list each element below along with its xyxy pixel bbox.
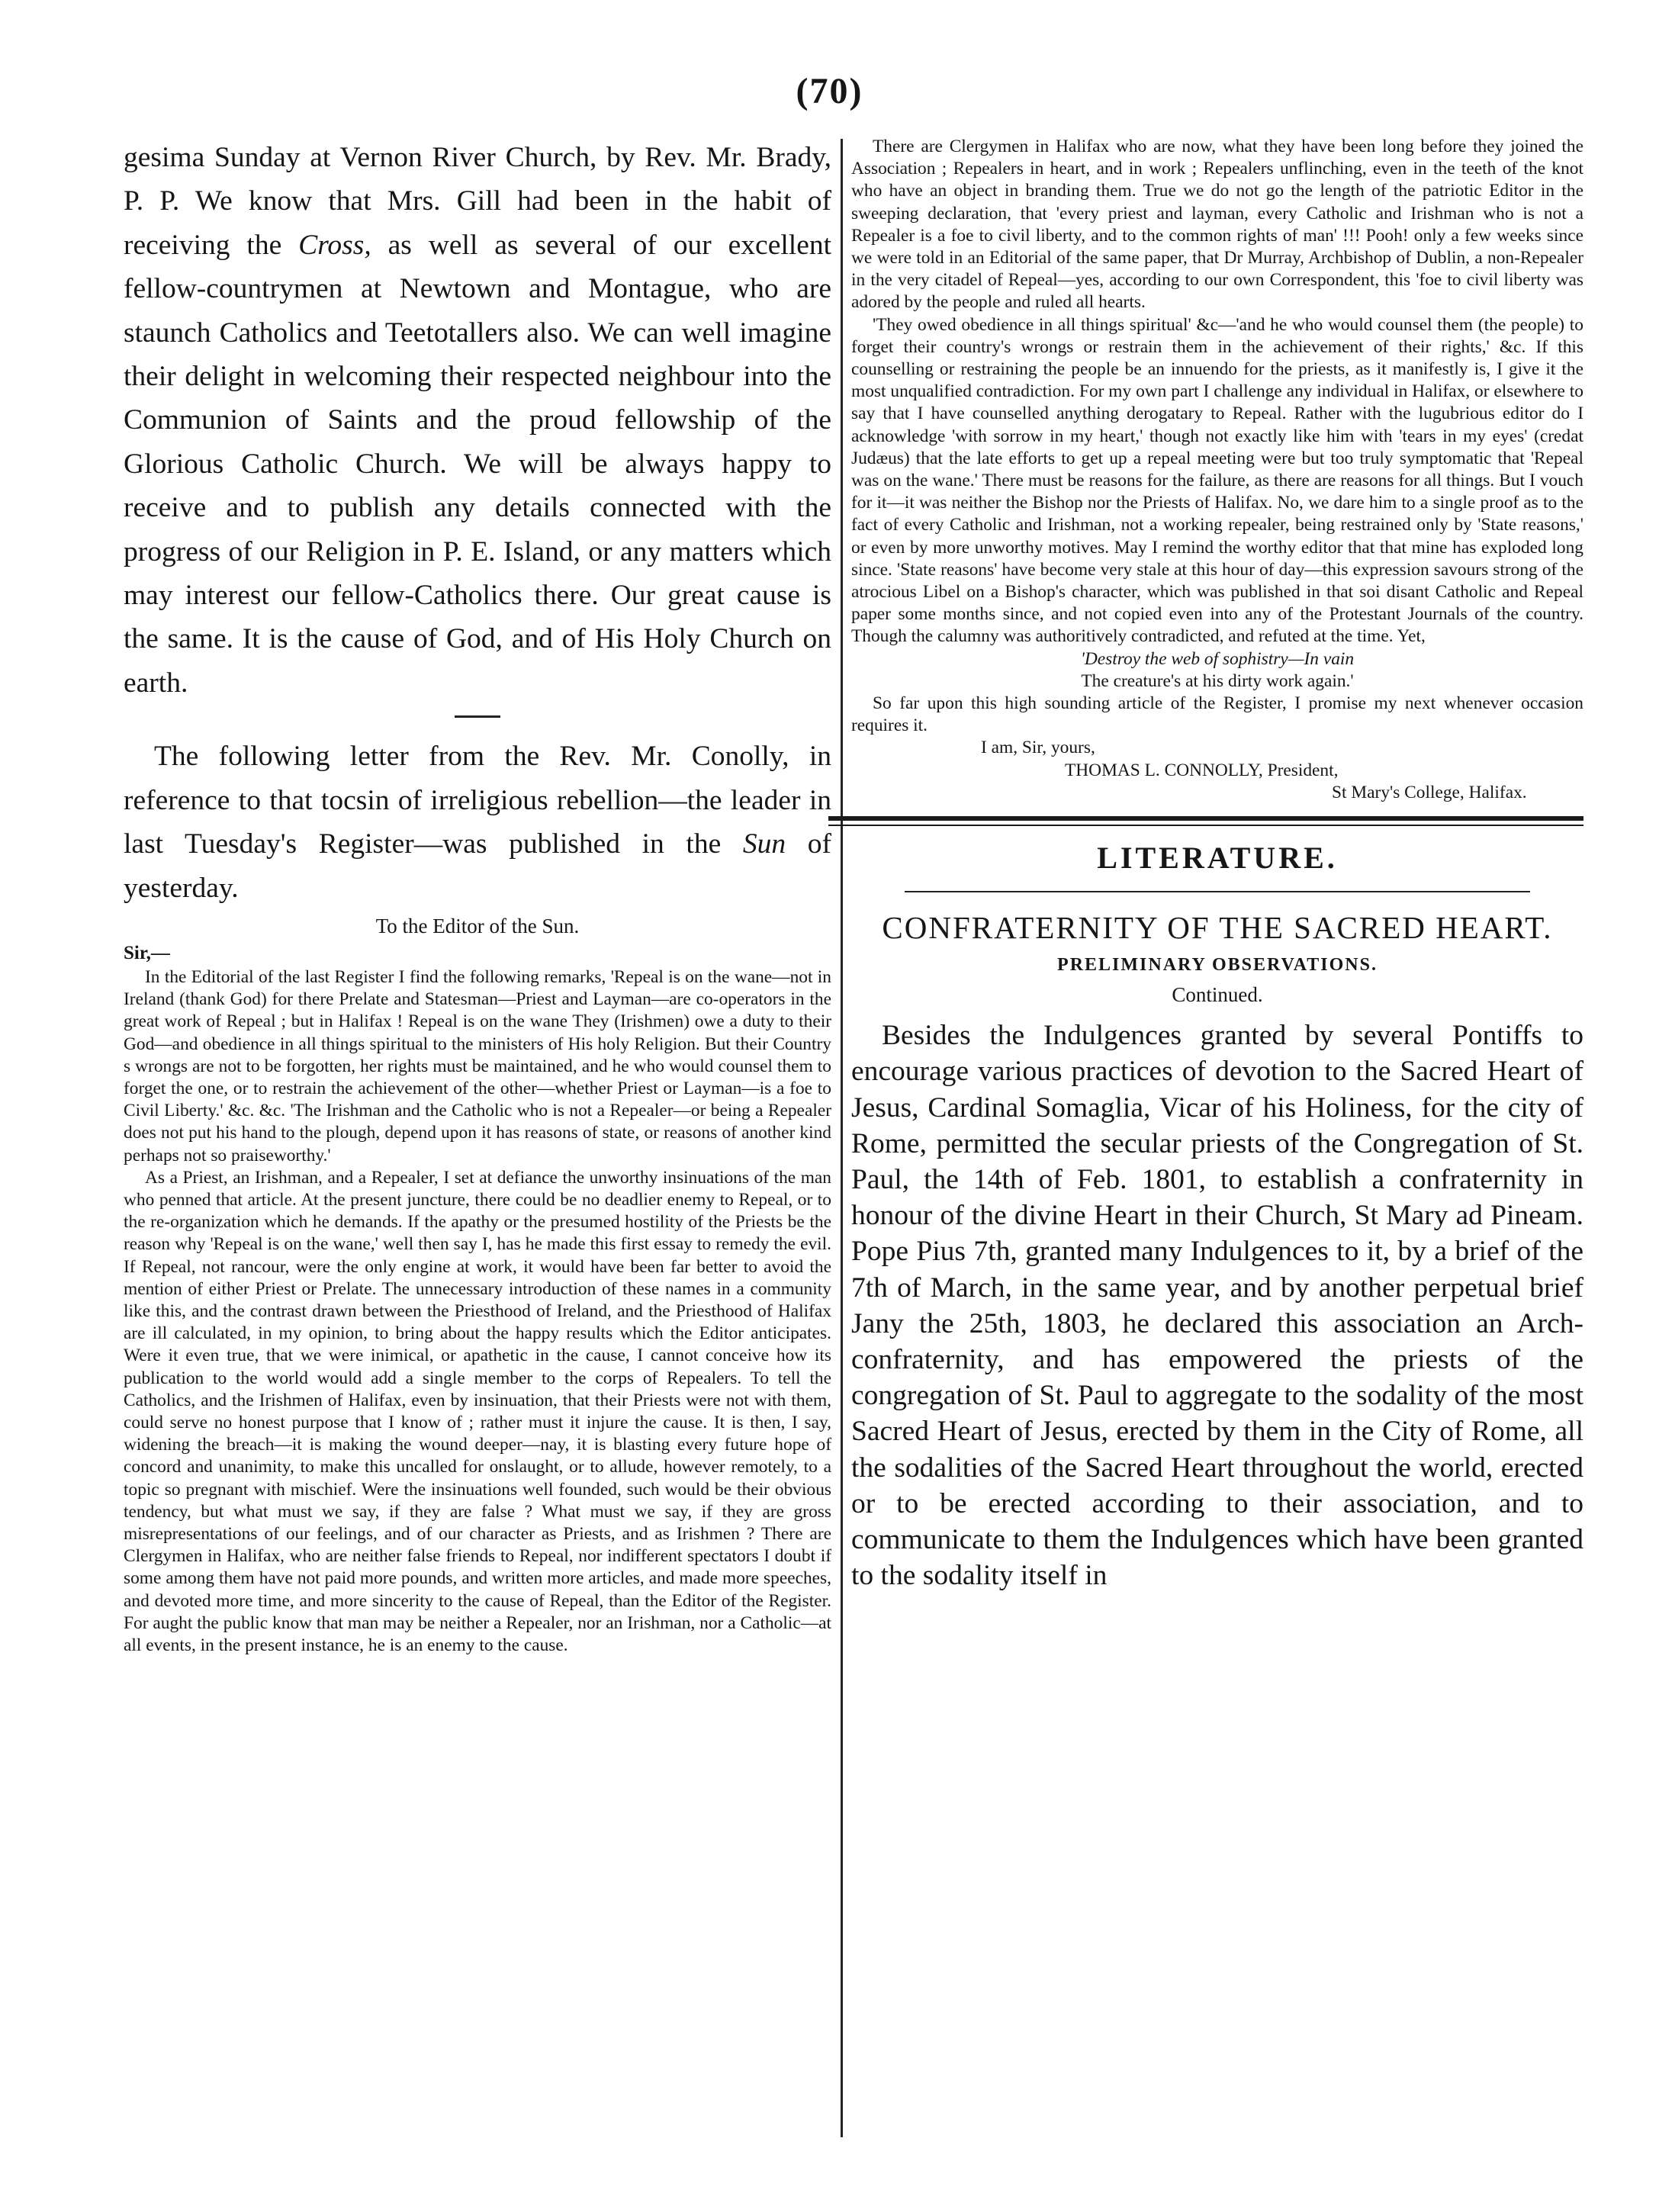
signature-name: THOMAS L. CONNOLLY, President, bbox=[1065, 760, 1339, 780]
letter-body bbox=[124, 966, 831, 1657]
verse-line: 'Destroy the web of sophistry—In vain bbox=[1080, 648, 1355, 669]
intro-emphasis: Sun bbox=[742, 828, 786, 860]
intro-text: The following letter from the Rev. Mr. Conolly, in reference to that tocsin of irreligious rebellion—the leader in last Tuesday's Register—was published in the bbox=[124, 741, 831, 860]
rule-thin bbox=[828, 825, 1583, 826]
opening-text: gesima Sunday at Vernon River Church, by Rev. Mr. Brady, P. P. We know that Mrs. Gill had been in the habit of receiving the bbox=[124, 142, 831, 261]
heading-rule bbox=[905, 891, 1530, 892]
letter-paragraph: 'They owed obedience in all things spiritual' &c—'and he who would counsel them (the people) to forget their country's wrongs or restrain them in the achievement of their rights,' &c. If this counselling or restraining the people be an innuendo for the priests, as it manifestly is, I give it the most unqualified contradiction. For my own part I challenge any individual in Halifax, or elsewhere to say that I have counselled anything derogatary to Repeal. Rather with the lugubrious editor do I acknowledge 'with sorrow in my heart,' though not exactly like him with 'tears in my eyes' (credat Judæus) that the late efforts to get up a repeal meeting were but too truly symptomatic that 'Repeal was on the wane.' There must be reasons for the failure, as there are reasons for all things. But I vouch for it—it was neither the Bishop nor the Priests of Halifax. No, we dare him to a single proof as to the fact of every Catholic and Irishman, not a working repealer, being restrained only by 'State reasons,' or even by more unworthy motives. May I remind the worthy editor that that mine has exploded long since. 'State reasons' have become very stale at this hour of day—this expression savours strong of the atrocious Libel on a Bishop's character, which was published in that soi disant Catholic and Repeal paper some months since, and not copied even into any of the Protestant Journals of the country. Though the calumny was authoritively contradicted, and refuted at the time. Yet, bbox=[851, 314, 1583, 647]
separator-rule bbox=[455, 715, 500, 718]
letter-paragraph: In the Editorial of the last Register I find the following remarks, 'Repeal is on the wane—not in Ireland (thank God) for there Prelate and Statesman—Priest and Layman—are co-operators in the great work of Repeal ; but in Halifax ! Repeal is on the wane They (Irishmen) owe a duty to their God—and obedience in all things spiritual to the ministers of His holy Religion. But their Country s wrongs are not to be forgotten, her rights must be maintained, and he who would counsel them to forget the one, or to restrain the achievement of the other—whether Priest or Layman—is a foe to Civil Liberty.' &c. &c. 'The Irishman and the Catholic who is not a Repealer—or being a Repealer does not put his hand to the plough, depend upon it has reasons of state, or reasons of another kind perhaps not so praiseworthy.' bbox=[124, 966, 831, 1165]
letter-paragraph: As a Priest, an Irishman, and a Repealer, I set at defiance the unworthy insinuations of the man who penned that article. At the present juncture, there could be no deadlier enemy to Repeal, or to the re-organization which he demands. If the apathy or the presumed hostility of the Priests be the reason why 'Repeal is on the wane,' well then say I, has he made this first essay to remedy the evil. If Repeal, not rancour, were the only engine at work, it would have been far better to avoid the mention of either Priest or Prelate. The unnecessary introduction of these names in a community like this, and the contrast drawn between the Priesthood of Ireland, and the Priesthood of Halifax are ill calculated, in my opinion, to bring about the happy results which the Editor anticipates. Were it even true, that we were inimical, or apathetic in the cause, I cannot conceive how its publication to the world would add a single member to the corps of Repealers. To tell the Catholics, and the Irishmen of Halifax, even by insinuation, that their Priests were not with them, could serve no honest purpose that I know of ; rather must it injure the cause. It is then, I say, widening the breach—it is making the wound deeper—nay, it is blasting every future hope of concord and unanimity, to make this uncalled for onslaught, or to allude, however remotely, to a topic so pregnant with mischief. Were the insinuations well founded, such would be their obvious tendency, but what must we say, if they are false ? What must we say, if they are gross misrepresentations of our feelings, and of our character as Priests, and as Irishmen ? There are Clergymen in Halifax, who are neither false friends to Repeal, nor indifferent spectators I doubt if some among them have not paid more pounds, and written more articles, and made more speeches, and devoted more time, and more sincerity to the cause of Repeal, than the Editor of the Register. For aught the public know that man may be neither a Repealer, nor an Irishman, nor a Catholic—at all events, in the present instance, he is an enemy to the cause. bbox=[124, 1167, 831, 1655]
section-heading: LITERATURE. bbox=[1097, 841, 1338, 876]
letter-paragraph: So far upon this high sounding article of the Register, I promise my next whenever occasion requires it. bbox=[851, 693, 1583, 736]
section-rule bbox=[828, 816, 1583, 826]
letter-paragraph: There are Clergymen in Halifax who are now, what they have been long before they joined the Association ; Repealers in heart, and in work ; Repealers unflinching, even in the teeth of the knot who have an object in branding them. True we do not go the length of the patriotic Editor in the sweeping declaration, that 'every priest and layman, every Catholic and Irishman who is not a Repealer is a foe to civil liberty, and to the common rights of man' !!! Pooh! only a few weeks since we were told in an Editorial of the same paper, that Dr Murray, Archbishop of Dublin, a non-Repealer in the very citadel of Repeal—yes, according to our own Correspondent, this 'foe to civil liberty was adored by the people and ruled all hearts. bbox=[851, 137, 1583, 313]
page-number: (70) bbox=[796, 71, 863, 111]
opening-text-rest: as well as several of our excellent fellow-countrymen at Newtown and Montague, who are staunch Catholics and Teetotallers also. We can well imagine their delight in welcoming their respected neighbour into the Communion of Saints and the proud fellowship of the Glorious Catholic Church. We will be always happy to receive and to publish any details connected with the progress of our Religion in P. E. Island, or any matters which may interest our fellow-Catholics there. Our great cause is the same. It is the cause of God, and of His Holy Church on earth. bbox=[124, 229, 832, 699]
signature-closing: I am, Sir, yours, bbox=[981, 738, 1095, 758]
opening-paragraph bbox=[124, 136, 831, 705]
letter-address: To the Editor of the Sun. bbox=[375, 914, 580, 937]
intro-text-end: of yesterday. bbox=[124, 828, 831, 904]
right-column bbox=[851, 136, 1583, 1593]
letter-continuation bbox=[851, 136, 1583, 804]
column-divider bbox=[841, 139, 843, 2137]
verse-line: The creature's at his dirty work again.' bbox=[1081, 670, 1354, 691]
rule-thick bbox=[828, 816, 1583, 821]
article-title: CONFRATERNITY OF THE SACRED HEART. bbox=[882, 910, 1553, 946]
letter-salutation: Sir,— bbox=[124, 942, 170, 963]
article-body bbox=[851, 1018, 1583, 1593]
article-paragraph: Besides the Indulgences granted by several Pontiffs to encourage various practices of devotion to the Sacred Heart of Jesus, Cardinal Somaglia, Vicar of his Holiness, for the city of Rome, permitted the secular priests of the Congregation of St. Paul, the 14th of Feb. 1801, to establish a confraternity in honour of the divine Heart in their Church, St Mary ad Pineam. Pope Pius 7th, granted many Indulgences to it, by a brief of the 7th of March, in the same year, and by another perpetual brief Jany the 25th, 1803, he declared this association an Arch-confraternity, and has empowered the priests of the congregation of St. Paul to aggregate to the sodality of the most Sacred Heart of Jesus, erected by them in the City of Rome, all the sodalities of the Sacred Heart throughout the world, erected or to be erected according to their association, and to communicate to them the Indulgences which have been granted to the sodality itself in bbox=[851, 1020, 1583, 1592]
signature-place: St Mary's College, Halifax. bbox=[1332, 782, 1527, 802]
opening-emphasis: Cross, bbox=[298, 229, 371, 261]
article-subheading: PRELIMINARY OBSERVATIONS. bbox=[1057, 955, 1378, 976]
continued-label: Continued. bbox=[1172, 983, 1263, 1007]
left-column bbox=[124, 136, 831, 1657]
letter-introduction bbox=[124, 735, 831, 910]
